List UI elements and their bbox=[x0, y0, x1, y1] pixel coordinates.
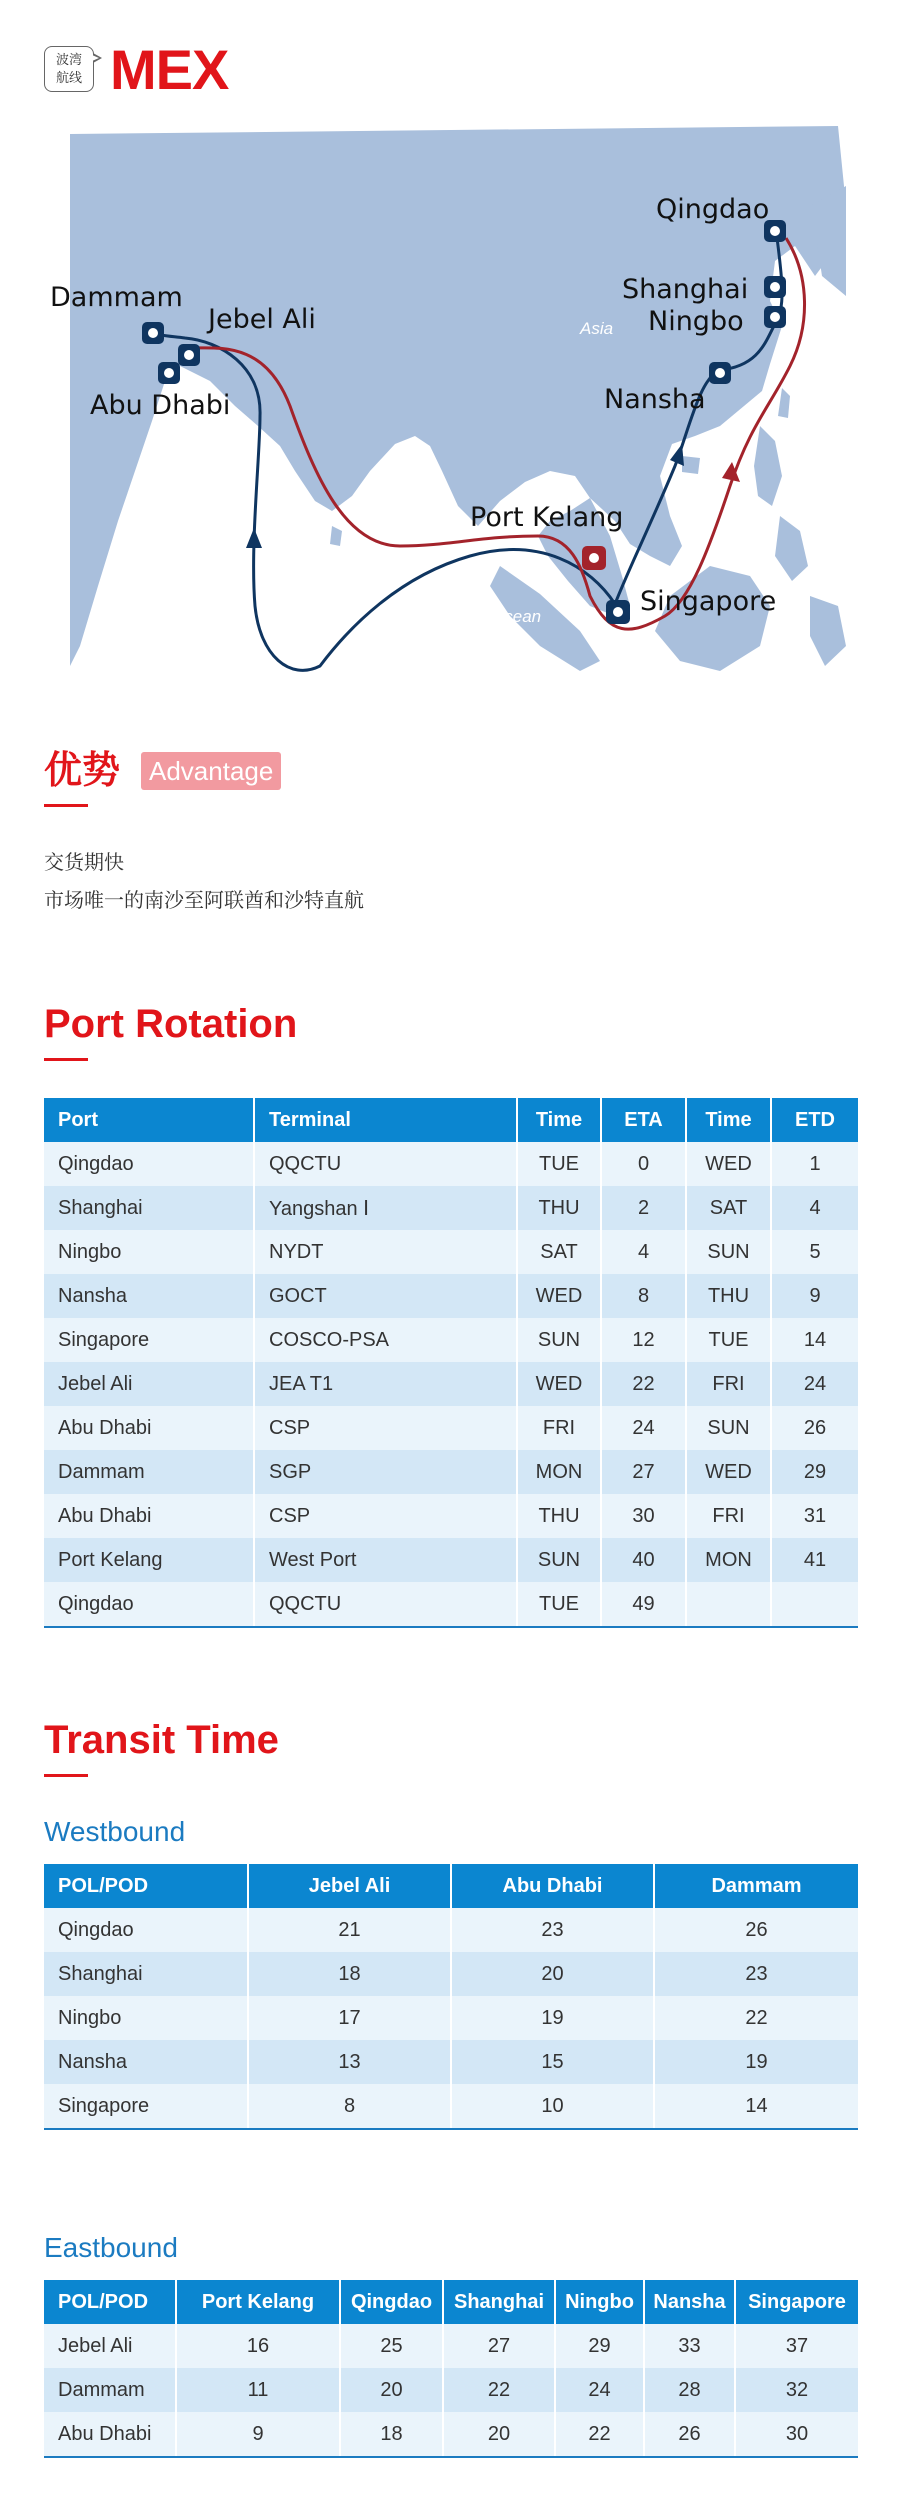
table-cell: TUE bbox=[686, 1318, 771, 1362]
table-cell: 9 bbox=[176, 2412, 340, 2457]
table-cell: 22 bbox=[654, 1996, 858, 2040]
route-map bbox=[50, 126, 846, 700]
advantage-line-2: 市场唯一的南沙至阿联酋和沙特直航 bbox=[44, 888, 364, 912]
table-cell: TUE bbox=[517, 1142, 601, 1186]
table-row bbox=[44, 1318, 858, 1362]
col-header-terminal: Terminal bbox=[254, 1098, 517, 1142]
marker-singapore bbox=[606, 600, 630, 624]
sea-label-asia: Asia bbox=[580, 319, 614, 338]
philippines-islands bbox=[754, 426, 846, 666]
table-cell: 40 bbox=[601, 1538, 686, 1582]
westbound-arrow-icon bbox=[246, 528, 262, 548]
table-cell: THU bbox=[517, 1186, 601, 1230]
table-cell: 28 bbox=[644, 2368, 735, 2412]
table-cell: SUN bbox=[517, 1538, 601, 1582]
table-cell: COSCO-PSA bbox=[254, 1318, 517, 1362]
eastbound-title: Eastbound bbox=[44, 2232, 178, 2263]
route-type-badge bbox=[44, 46, 94, 92]
row-label-cell: Nansha bbox=[44, 1274, 254, 1318]
table-cell: CSP bbox=[254, 1406, 517, 1450]
table-cell: 29 bbox=[771, 1450, 858, 1494]
table-cell: 15 bbox=[451, 2040, 654, 2084]
table-cell: SUN bbox=[686, 1230, 771, 1274]
table-cell: 31 bbox=[771, 1494, 858, 1538]
table-cell: 24 bbox=[771, 1362, 858, 1406]
table-cell: 27 bbox=[601, 1450, 686, 1494]
table-cell: 27 bbox=[443, 2324, 555, 2368]
table-row bbox=[44, 2412, 858, 2457]
col-header: POL/POD bbox=[44, 2280, 176, 2324]
row-label-cell: Qingdao bbox=[44, 1142, 254, 1186]
col-header-port: Port bbox=[44, 1098, 254, 1142]
westbound-table bbox=[44, 1864, 858, 2130]
table-cell: 9 bbox=[771, 1274, 858, 1318]
service-code: MEX bbox=[110, 38, 229, 101]
table-cell: 14 bbox=[654, 2084, 858, 2129]
table-cell: 13 bbox=[248, 2040, 451, 2084]
table-cell: CSP bbox=[254, 1494, 517, 1538]
table-cell: 32 bbox=[735, 2368, 858, 2412]
port-label-singapore: Singapore bbox=[640, 586, 777, 617]
row-label-cell: Abu Dhabi bbox=[44, 1406, 254, 1450]
port-label-nansha: Nansha bbox=[604, 384, 706, 415]
table-row bbox=[44, 1494, 858, 1538]
badge-tail-icon bbox=[93, 53, 102, 63]
table-cell: 12 bbox=[601, 1318, 686, 1362]
table-row bbox=[44, 1996, 858, 2040]
table-cell: 26 bbox=[771, 1406, 858, 1450]
col-header: Abu Dhabi bbox=[451, 1864, 654, 1908]
table-cell: SUN bbox=[517, 1318, 601, 1362]
table-cell: 30 bbox=[735, 2412, 858, 2457]
table-cell: SAT bbox=[686, 1186, 771, 1230]
table-row bbox=[44, 1538, 858, 1582]
table-cell: 17 bbox=[248, 1996, 451, 2040]
table-row bbox=[44, 2040, 858, 2084]
table-cell: WED bbox=[686, 1142, 771, 1186]
col-header-arrival-time: Time bbox=[517, 1098, 601, 1142]
badge-line-1: 波湾 bbox=[55, 52, 82, 67]
table-cell: 24 bbox=[601, 1406, 686, 1450]
table-cell: SUN bbox=[686, 1406, 771, 1450]
table-row bbox=[44, 1230, 858, 1274]
table-cell: 14 bbox=[771, 1318, 858, 1362]
transit-time-underline bbox=[44, 1774, 88, 1777]
table-cell: 1 bbox=[771, 1142, 858, 1186]
table-cell: 18 bbox=[248, 1952, 451, 1996]
row-label-cell: Shanghai bbox=[44, 1952, 248, 1996]
row-label-cell: Abu Dhabi bbox=[44, 1494, 254, 1538]
table-cell: 10 bbox=[451, 2084, 654, 2129]
port-label-shanghai: Shanghai bbox=[622, 274, 749, 305]
advantage-tag: Advantage bbox=[141, 752, 281, 790]
col-header: Nansha bbox=[644, 2280, 735, 2324]
table-cell: QQCTU bbox=[254, 1142, 517, 1186]
transit-time-title: Transit Time bbox=[44, 1718, 279, 1762]
table-cell: 4 bbox=[771, 1186, 858, 1230]
advantage-title: 优势 bbox=[44, 748, 121, 792]
table-cell: 19 bbox=[654, 2040, 858, 2084]
marker-port-kelang bbox=[582, 546, 606, 570]
table-cell: 30 bbox=[601, 1494, 686, 1538]
westbound-title: Westbound bbox=[44, 1816, 186, 1847]
row-label-cell: Dammam bbox=[44, 1450, 254, 1494]
table-cell: 37 bbox=[735, 2324, 858, 2368]
table-row bbox=[44, 2368, 858, 2412]
row-label-cell: Dammam bbox=[44, 2368, 176, 2412]
table-row bbox=[44, 1186, 858, 1230]
col-header: Qingdao bbox=[340, 2280, 443, 2324]
row-label-cell: Singapore bbox=[44, 1318, 254, 1362]
table-cell: 22 bbox=[555, 2412, 644, 2457]
table-cell: 29 bbox=[555, 2324, 644, 2368]
table-cell: 41 bbox=[771, 1538, 858, 1582]
row-label-cell: Abu Dhabi bbox=[44, 2412, 176, 2457]
table-row bbox=[44, 1908, 858, 1952]
hainan-island bbox=[682, 456, 700, 474]
marker-shanghai bbox=[764, 276, 786, 298]
table-cell: WED bbox=[517, 1362, 601, 1406]
sri-lanka-island bbox=[330, 526, 342, 546]
table-cell: 20 bbox=[340, 2368, 443, 2412]
row-label-cell: Port Kelang bbox=[44, 1538, 254, 1582]
eastbound-table bbox=[44, 2280, 858, 2458]
table-cell: FRI bbox=[686, 1362, 771, 1406]
table-cell: TUE bbox=[517, 1582, 601, 1627]
table-cell: FRI bbox=[686, 1494, 771, 1538]
col-header: Dammam bbox=[654, 1864, 858, 1908]
table-cell: 22 bbox=[443, 2368, 555, 2412]
col-header-departure-time: Time bbox=[686, 1098, 771, 1142]
badge-line-2: 航线 bbox=[55, 70, 82, 85]
port-label-abu-dhabi: Abu Dhabi bbox=[90, 390, 231, 421]
table-cell: 26 bbox=[654, 1908, 858, 1952]
table-cell: 24 bbox=[555, 2368, 644, 2412]
table-cell: FRI bbox=[517, 1406, 601, 1450]
port-label-dammam: Dammam bbox=[50, 282, 183, 313]
table-cell: 0 bbox=[601, 1142, 686, 1186]
advantage-underline bbox=[44, 804, 88, 807]
route-map-svg bbox=[50, 126, 846, 700]
table-cell: MON bbox=[686, 1538, 771, 1582]
table-cell: NYDT bbox=[254, 1230, 517, 1274]
port-label-ningbo: Ningbo bbox=[648, 306, 744, 337]
col-header: Jebel Ali bbox=[248, 1864, 451, 1908]
row-label-cell: Ningbo bbox=[44, 1996, 248, 2040]
marker-jebel-ali bbox=[178, 344, 200, 366]
marker-dammam bbox=[142, 322, 164, 344]
table-cell: WED bbox=[686, 1450, 771, 1494]
col-header: Shanghai bbox=[443, 2280, 555, 2324]
table-cell: 26 bbox=[644, 2412, 735, 2457]
col-header-eta: ETA bbox=[601, 1098, 686, 1142]
table-cell: JEA T1 bbox=[254, 1362, 517, 1406]
table-row bbox=[44, 1406, 858, 1450]
table-cell: QQCTU bbox=[254, 1582, 517, 1627]
port-rotation-title: Port Rotation bbox=[44, 1002, 298, 1046]
westbound-arrow-icon-2 bbox=[670, 444, 684, 466]
table-cell: 25 bbox=[340, 2324, 443, 2368]
marker-ningbo bbox=[764, 306, 786, 328]
table-cell: 22 bbox=[601, 1362, 686, 1406]
table-cell bbox=[771, 1582, 858, 1627]
taiwan-island bbox=[778, 388, 790, 418]
borneo-island bbox=[655, 566, 770, 671]
table-row bbox=[44, 2084, 858, 2129]
table-cell: 8 bbox=[601, 1274, 686, 1318]
table-cell: WED bbox=[517, 1274, 601, 1318]
table-cell: 21 bbox=[248, 1908, 451, 1952]
table-header-row bbox=[44, 1098, 858, 1142]
table-row bbox=[44, 1274, 858, 1318]
col-header: Ningbo bbox=[555, 2280, 644, 2324]
table-cell: SAT bbox=[517, 1230, 601, 1274]
table-cell: 19 bbox=[451, 1996, 654, 2040]
table-cell: 49 bbox=[601, 1582, 686, 1627]
table-cell bbox=[686, 1582, 771, 1627]
port-rotation-table bbox=[44, 1098, 858, 1628]
table-header-row bbox=[44, 1864, 858, 1908]
table-cell: 11 bbox=[176, 2368, 340, 2412]
row-label-cell: Jebel Ali bbox=[44, 2324, 176, 2368]
row-label-cell: Shanghai bbox=[44, 1186, 254, 1230]
row-label-cell: Qingdao bbox=[44, 1908, 248, 1952]
table-cell: 18 bbox=[340, 2412, 443, 2457]
table-row bbox=[44, 1450, 858, 1494]
table-row bbox=[44, 2324, 858, 2368]
table-cell: 16 bbox=[176, 2324, 340, 2368]
sea-label-indian-ocean: Indian Ocean bbox=[440, 607, 542, 626]
table-row bbox=[44, 1582, 858, 1627]
table-cell: 5 bbox=[771, 1230, 858, 1274]
table-cell: THU bbox=[517, 1494, 601, 1538]
table-cell: 20 bbox=[451, 1952, 654, 1996]
table-cell: 8 bbox=[248, 2084, 451, 2129]
port-label-qingdao: Qingdao bbox=[656, 194, 770, 225]
row-label-cell: Qingdao bbox=[44, 1582, 254, 1627]
row-label-cell: Nansha bbox=[44, 2040, 248, 2084]
port-rotation-underline bbox=[44, 1058, 88, 1061]
table-cell: GOCT bbox=[254, 1274, 517, 1318]
col-header: POL/POD bbox=[44, 1864, 248, 1908]
table-cell: 33 bbox=[644, 2324, 735, 2368]
col-header: Port Kelang bbox=[176, 2280, 340, 2324]
table-cell: 2 bbox=[601, 1186, 686, 1230]
row-label-cell: Singapore bbox=[44, 2084, 248, 2129]
table-row bbox=[44, 1362, 858, 1406]
advantage-line-1: 交货期快 bbox=[44, 850, 124, 874]
table-cell: MON bbox=[517, 1450, 601, 1494]
row-label-cell: Ningbo bbox=[44, 1230, 254, 1274]
port-label-jebel-ali: Jebel Ali bbox=[208, 304, 316, 335]
table-cell: Yangshan Ⅰ bbox=[254, 1186, 517, 1230]
table-cell: 23 bbox=[451, 1908, 654, 1952]
table-cell: West Port bbox=[254, 1538, 517, 1582]
port-label-port-kelang: Port Kelang bbox=[470, 502, 624, 533]
marker-nansha bbox=[709, 362, 731, 384]
marker-abu-dhabi bbox=[158, 362, 180, 384]
table-cell: SGP bbox=[254, 1450, 517, 1494]
table-cell: 20 bbox=[443, 2412, 555, 2457]
table-row bbox=[44, 1142, 858, 1186]
table-cell: 23 bbox=[654, 1952, 858, 1996]
row-label-cell: Jebel Ali bbox=[44, 1362, 254, 1406]
table-header-row bbox=[44, 2280, 858, 2324]
table-cell: THU bbox=[686, 1274, 771, 1318]
table-cell: 4 bbox=[601, 1230, 686, 1274]
table-row bbox=[44, 1952, 858, 1996]
col-header: Singapore bbox=[735, 2280, 858, 2324]
col-header-etd: ETD bbox=[771, 1098, 858, 1142]
